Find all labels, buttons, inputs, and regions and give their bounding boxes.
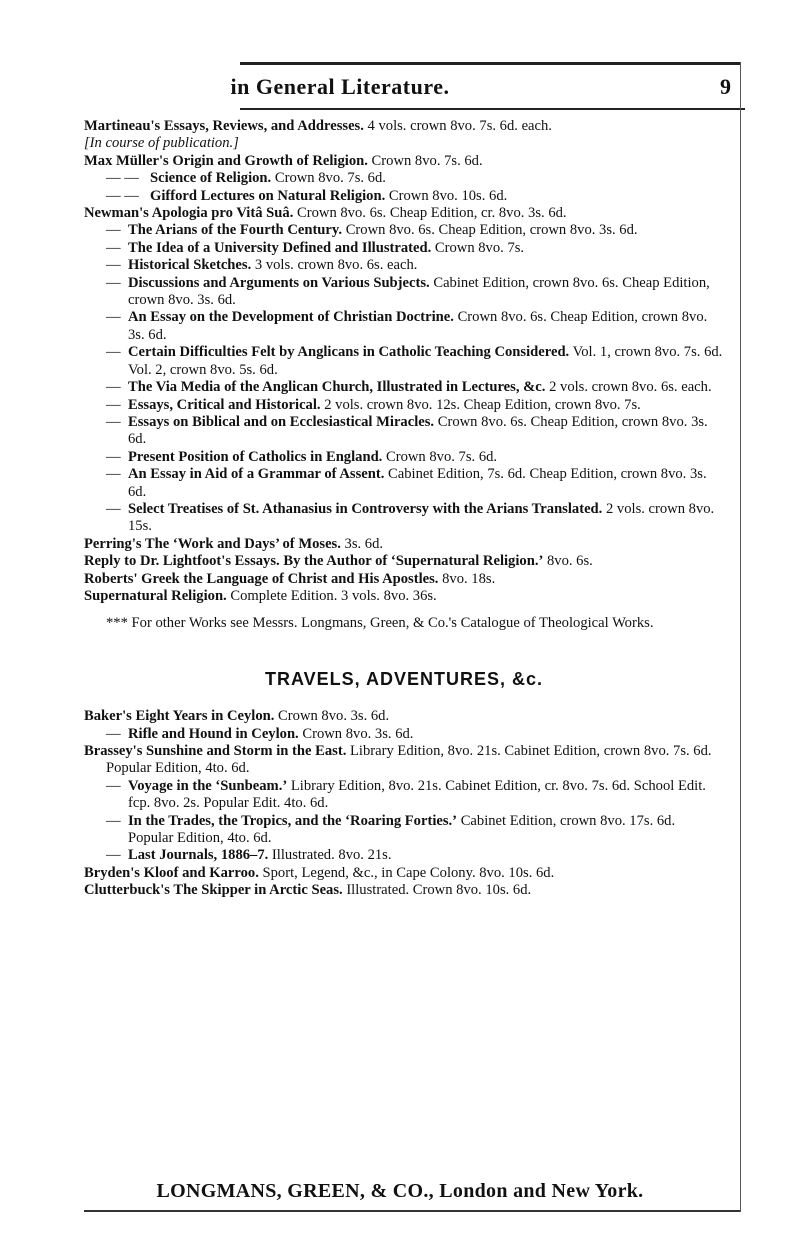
entry-details: Sport, Legend, &c., in Cape Colony. 8vo. 10s. 6d. (258, 864, 555, 881)
entry-details: Illustrated. Crown 8vo. 10s. 6d. (342, 882, 532, 899)
ditto-dash: — (106, 239, 121, 256)
entry-title: Max Müller's Origin and Growth of Religion. (84, 152, 368, 169)
catalogue-entry (84, 240, 724, 257)
top-rule (240, 62, 740, 65)
catalogue-entry (84, 275, 724, 310)
catalogue-entry (84, 743, 724, 778)
catalogue-entry (84, 553, 724, 570)
entry-details: Cabinet Edition, crown 8vo. 6s. Cheap Edition, crown 8vo. 3s. 6d. (128, 274, 710, 309)
entry-details: Vol. 1, crown 8vo. 7s. 6d. Vol. 2, crown 8vo. 5s. 6d. (128, 344, 723, 378)
entry-title: Rifle and Hound in Ceylon. (128, 725, 299, 742)
catalogue-entry (84, 153, 724, 170)
entry-title: Certain Difficulties Felt by Anglicans in Catholic Teaching Considered. (128, 344, 570, 361)
ditto-dash: — (106, 413, 121, 430)
catalogue-entry (84, 222, 724, 239)
section-title: TRAVELS, ADVENTURES, &c. (264, 668, 544, 689)
entry-title: Essays, Critical and Historical. (128, 396, 321, 413)
entry-details: Illustrated. 8vo. 21s. (268, 847, 392, 864)
catalogue-entry (84, 205, 724, 222)
entry-title: Science of Religion. (150, 170, 272, 187)
catalogue-entry (84, 188, 724, 205)
entry-title: The Idea of a University Defined and Illustrated. (128, 239, 432, 256)
entry-details: 2 vols. crown 8vo. 12s. Cheap Edition, crown 8vo. 7s. (320, 396, 641, 413)
entry-details: Library Edition, 8vo. 21s. Cabinet Edition, cr. 8vo. 7s. 6d. School Edit. fcp. 8vo. 2s. Popular Edit. 4to. 6d. (128, 777, 706, 812)
catalogue-entry (84, 118, 724, 135)
catalogue-entry (84, 170, 724, 187)
entry-details: 3s. 6d. (340, 535, 384, 552)
entry-title: The Via Media of the Anglican Church, Illustrated in Lectures, &c. (128, 379, 546, 396)
entry-details: 2 vols. crown 8vo. 6s. each. (545, 379, 712, 396)
ditto-dash: — (106, 379, 121, 396)
entry-title: Present Position of Catholics in England. (128, 448, 383, 465)
header-rule (240, 108, 745, 110)
entry-title: An Essay in Aid of a Grammar of Assent. (128, 466, 385, 483)
ditto-dash: — (106, 777, 121, 794)
side-rule (740, 62, 741, 1212)
entry-details: 4 vols. crown 8vo. 7s. 6d. each. (363, 118, 552, 134)
entry-title: [In course of publication.] (84, 135, 239, 152)
ditto-dash: — — (106, 187, 139, 204)
catalogue-entry (84, 813, 724, 848)
entry-title: Essays on Biblical and on Ecclesiastical Miracles. (128, 413, 435, 430)
catalogue-entry (84, 414, 724, 449)
entry-title: Historical Sketches. (128, 257, 252, 274)
entry-details: Crown 8vo. 7s. 6d. (367, 152, 483, 169)
ditto-dash: — (106, 448, 121, 465)
catalogue-content (84, 118, 724, 900)
entry-details: Library Edition, 8vo. 21s. Cabinet Edition, crown 8vo. 7s. 6d. Popular Edition, 4to. 6d. (106, 743, 712, 777)
ditto-dash: — (106, 222, 121, 239)
catalogue-entry (84, 501, 724, 536)
catalogue-entry (84, 135, 724, 152)
publisher-footer: LONGMANS, GREEN, & CO., London and New York. (156, 1180, 644, 1202)
catalogue-entry (84, 379, 724, 396)
ditto-dash: — (106, 500, 121, 517)
ditto-dash: — (106, 466, 121, 483)
catalogue-entry (84, 778, 724, 813)
entry-title: Brassey's Sunshine and Storm in the East. (84, 743, 347, 759)
entry-details: Crown 8vo. 6s. Cheap Edition, crown 8vo. 3s. 6d. (342, 222, 638, 239)
entry-title: Discussions and Arguments on Various Subjects. (128, 274, 430, 291)
ditto-dash: — (106, 725, 121, 742)
entry-details: Cabinet Edition, 7s. 6d. Cheap Edition, crown 8vo. 3s. 6d. (128, 466, 707, 500)
entry-details: Crown 8vo. 6s. Cheap Edition, crown 8vo. 3s. 6d. (128, 413, 708, 448)
entry-details: Cabinet Edition, crown 8vo. 17s. 6d. Popular Edition, 4to. 6d. (128, 812, 676, 847)
catalogue-entry (84, 344, 724, 379)
catalogue-entry (84, 571, 724, 588)
ditto-dash: — (106, 274, 121, 291)
catalogue-entry (84, 708, 724, 725)
bottom-rule (84, 1210, 740, 1212)
entry-details: Crown 8vo. 7s. 6d. (382, 448, 498, 465)
catalogue-entry (84, 257, 724, 274)
ditto-dash: — (106, 396, 121, 413)
catalogue-entry (84, 309, 724, 344)
entry-details: 2 vols. crown 8vo. 15s. (128, 500, 715, 535)
catalogue-entry (84, 588, 724, 605)
ditto-dash: — (106, 847, 121, 864)
travel-entries (84, 708, 724, 899)
entry-title: Roberts' Greek the Language of Christ and His Apostles. (84, 570, 439, 587)
entry-title: The Arians of the Fourth Century. (128, 222, 343, 239)
entry-title: Gifford Lectures on Natural Religion. (150, 187, 386, 204)
entry-details: Crown 8vo. 10s. 6d. (385, 187, 508, 204)
entry-details: Crown 8vo. 7s. (431, 239, 525, 256)
page-number: 9 (720, 74, 731, 99)
entry-title: Voyage in the ‘Sunbeam.’ (128, 777, 288, 794)
entry-details: Crown 8vo. 3s. 6d. (274, 708, 390, 725)
entry-title: Supernatural Religion. (84, 587, 227, 604)
closing-note: *** For other Works see Messrs. Longmans, Green, & Co.'s Catalogue of Theological Works. (106, 615, 654, 632)
entry-title: In the Trades, the Tropics, and the ‘Roaring Forties.’ (128, 812, 458, 829)
running-head: in General Literature. (230, 74, 450, 99)
entry-title: Martineau's Essays, Reviews, and Addresses. (84, 118, 364, 134)
entry-title: Baker's Eight Years in Ceylon. (84, 708, 275, 725)
ditto-dash: — (106, 344, 121, 361)
catalogue-entry (84, 847, 724, 864)
entry-title: Bryden's Kloof and Karroo. (84, 864, 259, 881)
entry-details: 3 vols. crown 8vo. 6s. each. (251, 257, 418, 274)
entry-title: Select Treatises of St. Athanasius in Controversy with the Arians Translated. (128, 500, 603, 517)
entry-details: Crown 8vo. 3s. 6d. (298, 725, 414, 742)
catalogue-entry (84, 726, 724, 743)
entry-title: Reply to Dr. Lightfoot's Essays. By the Author of ‘Supernatural Religion.’ (84, 553, 544, 570)
catalogue-entry (84, 865, 724, 882)
ditto-dash: — — (106, 170, 139, 187)
entry-title: Newman's Apologia pro Vitâ Suâ. (84, 205, 294, 222)
entry-details: 8vo. 6s. (543, 553, 593, 570)
entry-title: Last Journals, 1886–7. (128, 847, 269, 864)
entry-details: Crown 8vo. 6s. Cheap Edition, crown 8vo. 3s. 6d. (128, 309, 708, 343)
entry-title: An Essay on the Development of Christian Doctrine. (128, 309, 454, 326)
theology-entries (84, 118, 724, 605)
ditto-dash: — (106, 309, 121, 326)
entry-title: Clutterbuck's The Skipper in Arctic Seas. (84, 882, 343, 899)
entry-details: Complete Edition. 3 vols. 8vo. 36s. (226, 587, 437, 604)
catalogue-entry (84, 882, 724, 899)
entry-details: Crown 8vo. 7s. 6d. (271, 170, 386, 187)
catalogue-entry (84, 466, 724, 501)
ditto-dash: — (106, 257, 121, 274)
entry-details: Crown 8vo. 6s. Cheap Edition, cr. 8vo. 3s. 6d. (293, 205, 567, 222)
catalogue-entry (84, 536, 724, 553)
catalogue-entry (84, 397, 724, 414)
catalogue-entry (84, 449, 724, 466)
entry-details: 8vo. 18s. (438, 570, 496, 587)
entry-title: Perring's The ‘Work and Days’ of Moses. (84, 535, 341, 552)
ditto-dash: — (106, 812, 121, 829)
